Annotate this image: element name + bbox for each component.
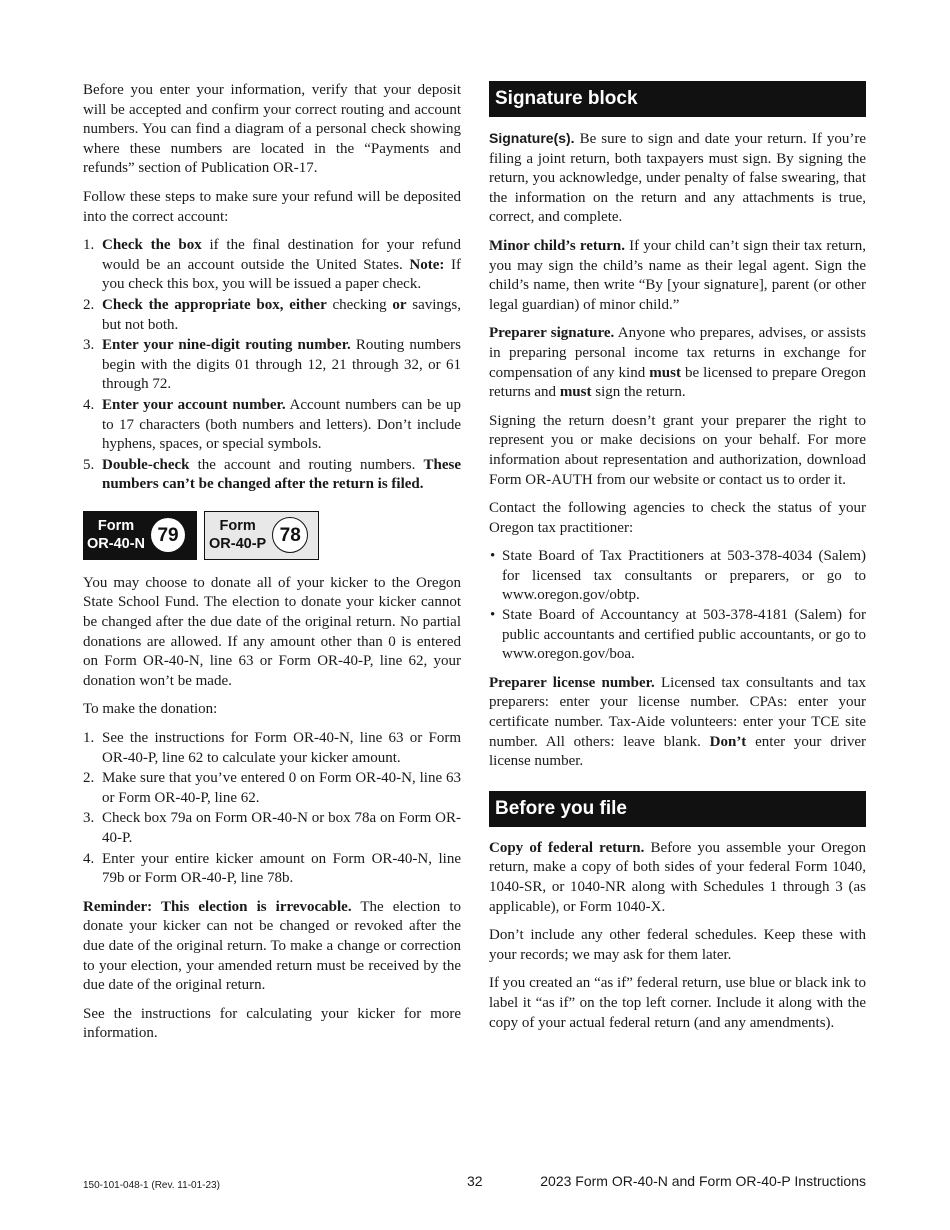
preparer-signature-paragraph: Preparer signature. Anyone who prepares, advises, or assists in preparing personal income tax returns in exchange for compensation of any kind must be licensed to prepare Oregon returns and must sign the return. bbox=[489, 325, 867, 401]
list-item: 3. Check box 79a on Form OR-40-N or box 78a on Form OR-40-P. bbox=[83, 810, 461, 846]
signatures-paragraph: Signature(s). Be sure to sign and date your return. If you’re filing a joint return, both taxpayers must sign. By signing the return, you acknowledge, under penalty of false swearing, that the information on the return and any attachments is true, correct, and complete. bbox=[489, 130, 866, 226]
list-item: 4. Enter your entire kicker amount on Form OR-40-N, line 79b or Form OR-40-P, line 78b. bbox=[83, 850, 461, 887]
list-item: • State Board of Accountancy at 503-378-4181 (Salem) for public accountants and certified public accountants, or go to www.oregon.gov/boa. bbox=[490, 607, 866, 663]
donation-steps bbox=[83, 729, 461, 889]
document-title: 2023 Form OR-40-N and Form OR-40-P Instructions bbox=[540, 1173, 866, 1189]
reminder-paragraph: Reminder: This election is irrevocable. The election to donate your kicker can not be changed or revoked after the due date of the original return. To make a change or correction to your election, your amended return must be received by the due date of the original return. bbox=[83, 898, 461, 994]
list-item: 2. Check the appropriate box, either checking or savings, but not both. bbox=[83, 296, 461, 333]
list-item: • State Board of Tax Practitioners at 503-378-4034 (Salem) for licensed tax consultants or preparers, or go to www.oregon.gov/obtp. bbox=[490, 548, 866, 604]
dont-include-paragraph: Don’t include any other federal schedules. Keep these with your records; we may ask for them later. bbox=[489, 927, 866, 963]
left-column bbox=[83, 81, 461, 1053]
line-number-circle: 78 bbox=[272, 517, 308, 553]
direct-deposit-steps bbox=[83, 236, 461, 495]
as-if-paragraph: If you created an “as if” federal return, use blue or black ink to label it “as if” on the top left corner. Include it along with the copy of your actual federal return (and any amendments). bbox=[489, 975, 866, 1031]
form-or40p-line-badge: Form OR-40-P 78 bbox=[204, 511, 319, 560]
direct-deposit-steps-intro: Follow these steps to make sure your refund will be deposited into the correct account: bbox=[83, 188, 461, 225]
agencies-list bbox=[489, 547, 866, 665]
see-instructions-paragraph: See the instructions for calculating your kicker for more information. bbox=[83, 1005, 461, 1042]
form-number: 150-101-048-1 (Rev. 11-01-23) bbox=[83, 1180, 220, 1191]
signing-paragraph: Signing the return doesn’t grant your preparer the right to represent you or make decisions on your behalf. For more information about representation and authorization, download Form OR-AUTH from our website or contact us to order it. bbox=[489, 412, 866, 488]
copy-federal-paragraph: Copy of federal return. Before you assemble your Oregon return, make a copy of both sides of your federal Form 1040, 1040-SR, or 1040-NR along with Schedules 1 through 3 (as applicable), or Form 1040-X. bbox=[489, 839, 867, 915]
direct-deposit-intro: Before you enter your information, verify that your deposit will be accepted and confirm your correct routing and account numbers. You can find a diagram of a personal check showing where these numbers are located in the “Payments and refunds” section of Publication OR-17. bbox=[83, 82, 461, 177]
kicker-donation-text: You may choose to donate all of your kicker to the Oregon State School Fund. The election to donate your kicker cannot be changed after the due date of the original return. No partial donations are allowed. If any amount other than 0 is entered on Form OR-40-N, line 63 or Form OR-40-P, line 62, your donation won’t be made. bbox=[83, 574, 461, 689]
before-you-file-heading: Before you file bbox=[489, 791, 866, 827]
line-number-circle: 79 bbox=[151, 518, 185, 552]
list-item: 1. Check the box if the final destination for your refund would be an account outside the United States. Note: If you check this box, you will be issued a paper check. bbox=[83, 237, 461, 293]
list-item: 2. Make sure that you’ve entered 0 on Form OR-40-N, line 63 or Form OR-40-P, line 62. bbox=[83, 770, 461, 806]
preparer-license-paragraph: Preparer license number. Licensed tax consultants and tax preparers: enter your license number. CPAs: enter your certificate number. Tax-Aide volunteers: enter your TCE site number. All others: leave blank. Don’t enter your driver license number. bbox=[489, 674, 867, 770]
contact-paragraph: Contact the following agencies to check the status of your Oregon tax practitioner: bbox=[489, 500, 866, 536]
list-item: 1. See the instructions for Form OR-40-N, line 63 or Form OR-40-P, line 62 to calculate your kicker amount. bbox=[83, 730, 461, 766]
signature-block-heading: Signature block bbox=[489, 81, 866, 117]
form-or40n-line-badge: Form OR-40-N 79 bbox=[83, 511, 197, 560]
page-number: 32 bbox=[467, 1173, 483, 1189]
kicker-donation-how: To make the donation: bbox=[83, 701, 218, 718]
list-item: 4. Enter your account number. Account numbers can be up to 17 characters (both numbers and letters). Don’t include hyphens, spaces, or special symbols. bbox=[83, 396, 461, 453]
minor-child-paragraph: Minor child’s return. If your child can’t sign their tax return, you may sign the child’s name as their legal agent. Sign the child’s name, then write “By [your signature], parent (or other legal guardian) of minor child.” bbox=[489, 237, 866, 313]
list-item: 3. Enter your nine-digit routing number. Routing numbers begin with the digits 01 through 12, 21 through 32, or 61 through 72. bbox=[83, 337, 461, 393]
page-footer bbox=[83, 1172, 866, 1192]
line-badges bbox=[83, 511, 461, 560]
list-item: 5. Double-check the account and routing numbers. These numbers can’t be changed after the return is filed. bbox=[83, 456, 461, 493]
right-column bbox=[489, 81, 866, 1042]
